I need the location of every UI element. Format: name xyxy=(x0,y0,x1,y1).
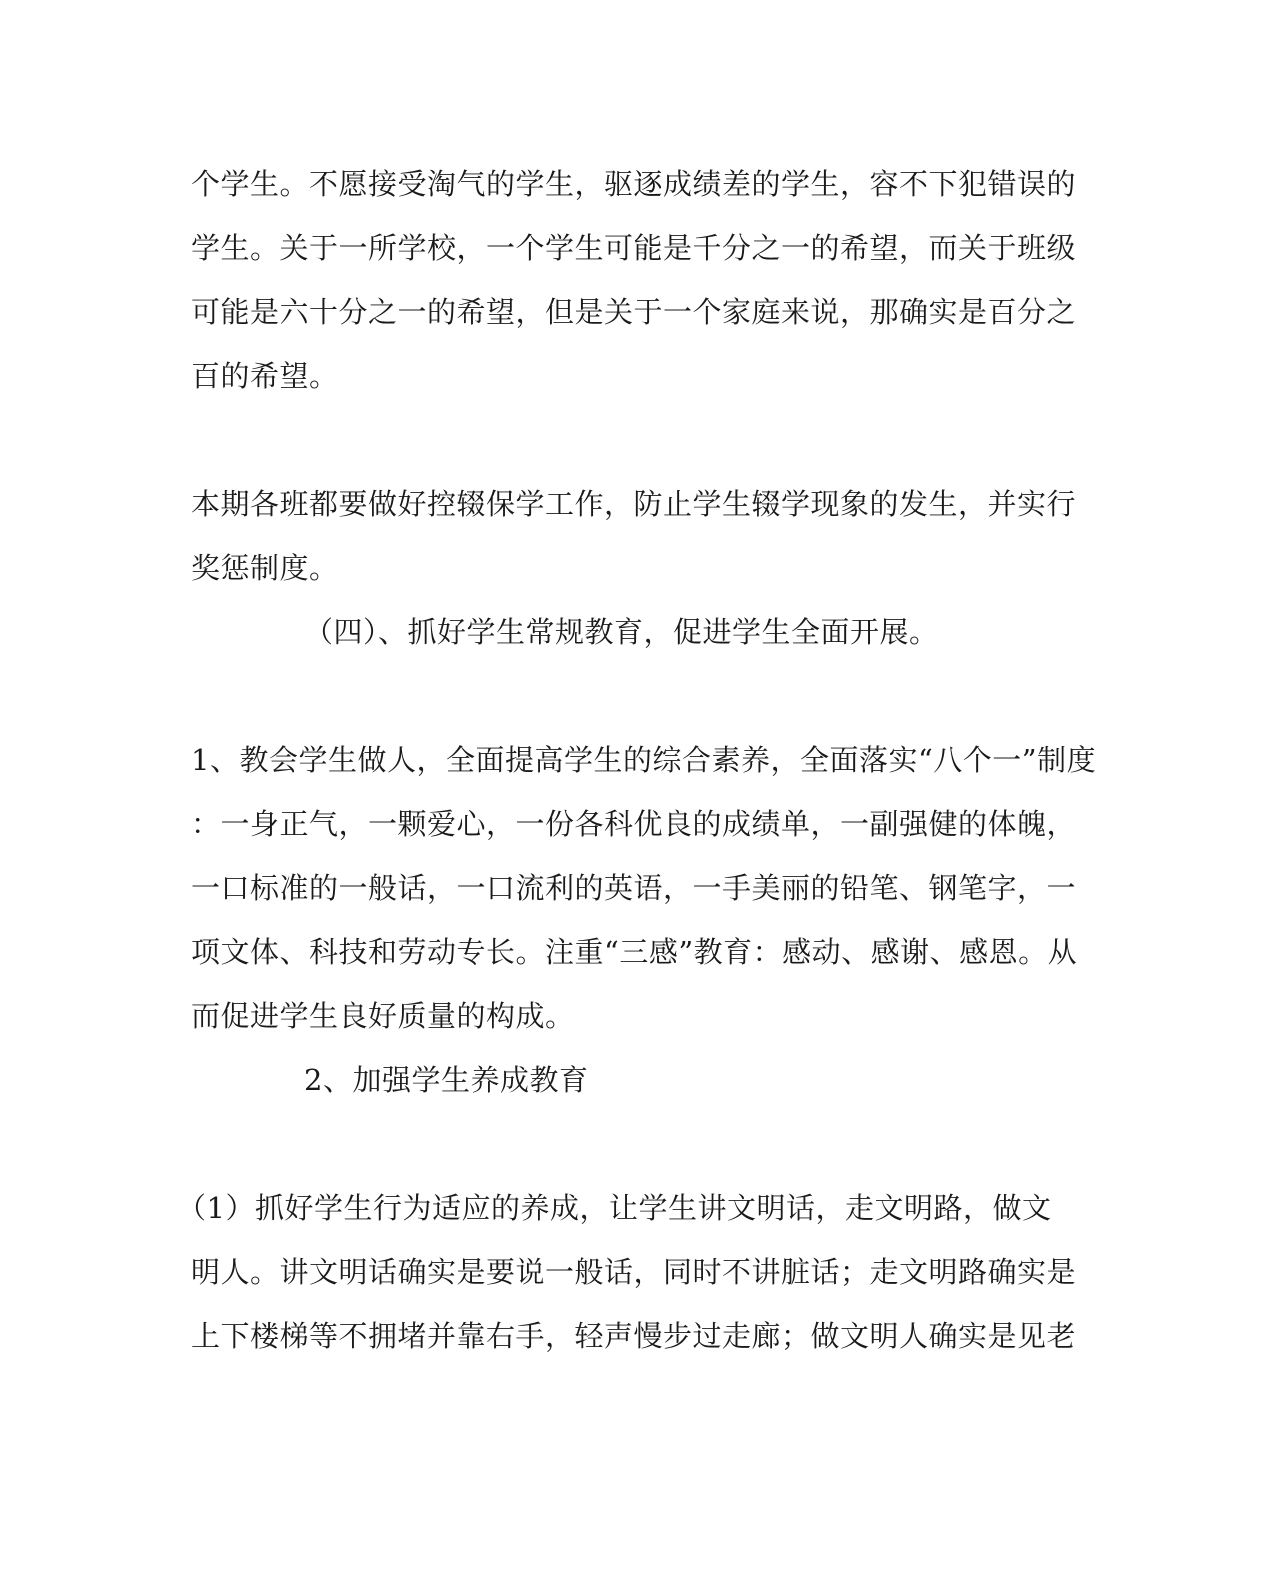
subsection-heading: 2、加强学生养成教育 xyxy=(304,1063,589,1097)
text-line: 个学生。不愿接受淘气的学生，驱逐成绩差的学生，容不下犯错误的 xyxy=(191,167,1077,201)
text-line: 学生。关于一所学校，一个学生可能是千分之一的希望，而关于班级 xyxy=(191,231,1077,265)
text-line: 项文体、科技和劳动专长。注重“三感”教育：感动、感谢、感恩。从 xyxy=(191,935,1078,969)
text-line: 百的希望。 xyxy=(191,359,339,393)
text-line: 上下楼梯等不拥堵并靠右手，轻声慢步过走廊；做文明人确实是见老 xyxy=(191,1319,1077,1353)
text-line: ：一身正气，一颗爱心，一份各科优良的成绩单，一副强健的体魄， xyxy=(191,807,1077,841)
text-line: （1）抓好学生行为适应的养成，让学生讲文明话，走文明路，做文 xyxy=(177,1191,1052,1225)
text-line: 可能是六十分之一的希望，但是关于一个家庭来说，那确实是百分之 xyxy=(191,295,1077,329)
text-line: 1、教会学生做人，全面提高学生的综合素养，全面落实“八个一”制度 xyxy=(191,743,1097,777)
text-line: 明人。讲文明话确实是要说一般话，同时不讲脏话；走文明路确实是 xyxy=(191,1255,1077,1289)
text-line: 本期各班都要做好控辍保学工作，防止学生辍学现象的发生，并实行 xyxy=(191,487,1077,521)
text-line: 奖惩制度。 xyxy=(191,551,339,585)
text-line: 一口标准的一般话，一口流利的英语，一手美丽的铅笔、钢笔字，一 xyxy=(191,871,1077,905)
section-heading: （四）、抓好学生常规教育，促进学生全面开展。 xyxy=(304,615,939,649)
text-line: 而促进学生良好质量的构成。 xyxy=(191,999,575,1033)
